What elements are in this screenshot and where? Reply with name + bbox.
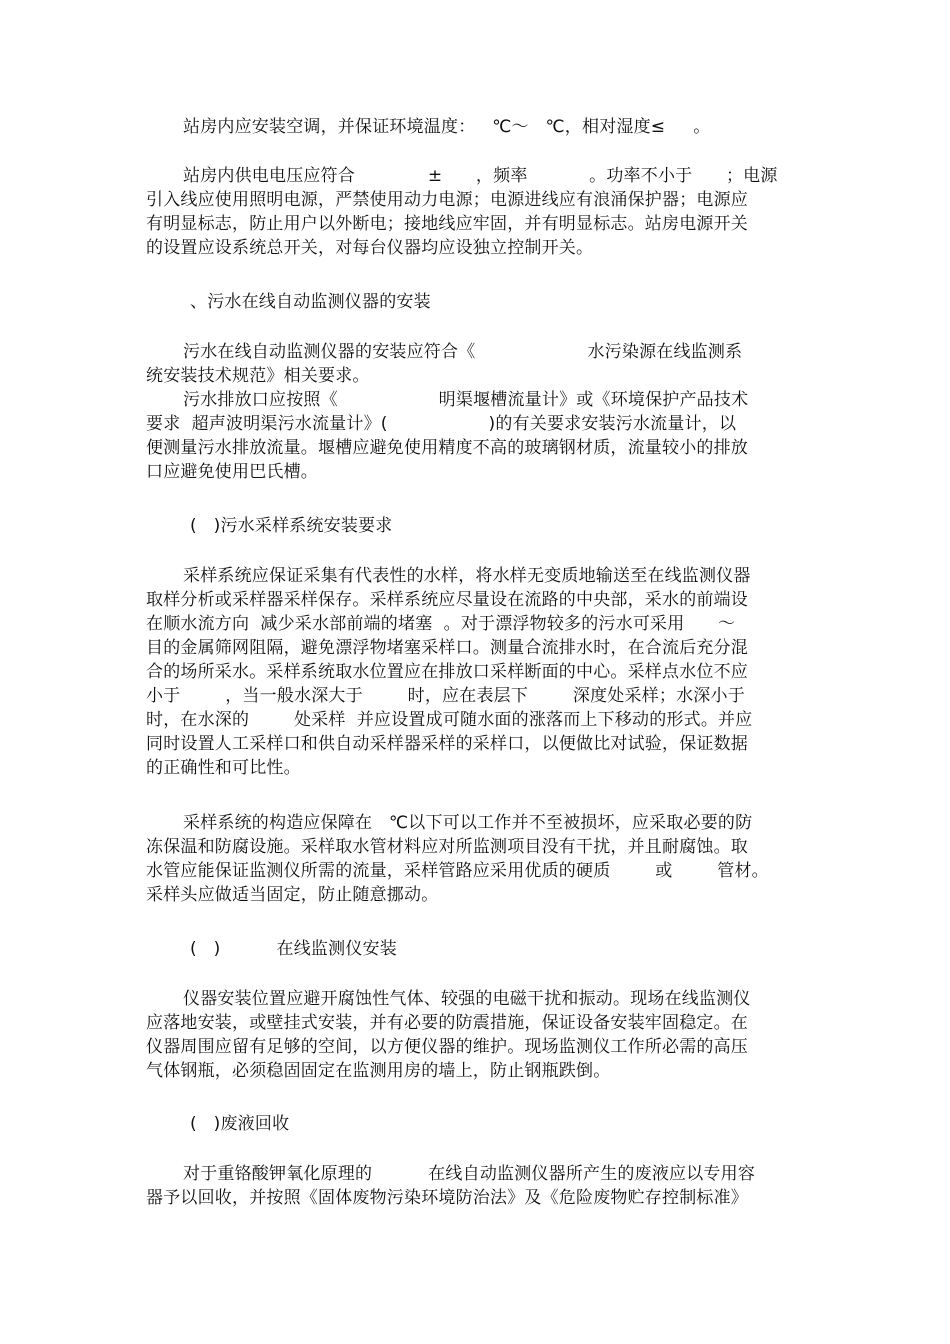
section-heading-installation: 、污水在线自动监测仪器的安装: [190, 292, 431, 312]
paragraph-structure-line-2: 冻保温和防腐设施。采样取水管材料应对所监测项目没有干扰，并且耐腐蚀。取: [146, 837, 748, 857]
paragraph-monitor-line-2: 应落地安装，或壁挂式安装，并有必要的防震措施，保证设备安装牢固稳定。在: [146, 1013, 748, 1033]
paragraph-sampling-line-8: 同时设置人工采样口和供自动采样器采样的采样口，以便做比对试验，保证数据: [146, 734, 748, 754]
paragraph-waste-line-2: 器予以回收，并按照《固体废物污染环境防治法》及《危险废物贮存控制标准》: [146, 1188, 748, 1208]
section-heading-monitor: ( ) 在线监测仪安装: [190, 939, 397, 959]
paragraph-sampling-line-6: 小于 ，当一般水深大于 时，应在表层下 深度处采样；水深小于: [146, 686, 745, 706]
paragraph-power-line-2: 引入线应使用照明电源，严禁使用动力电源；电源进线应有浪涌保护器；电源应: [146, 190, 748, 210]
paragraph-power-line-3: 有明显标志，防止用户以外断电；接地线应牢固，并有明显标志。站房电源开关: [146, 214, 748, 234]
section-heading-sampling: ( )污水采样系统安装要求: [190, 516, 393, 536]
paragraph-installation-line-1: 污水在线自动监测仪器的安装应符合《 水污染源在线监测系: [183, 342, 743, 362]
paragraph-flowmeter-line-3: 便测量污水排放流量。堰槽应避免使用精度不高的玻璃钢材质，流量较小的排放: [146, 438, 748, 458]
paragraph-monitor-line-1: 仪器安装位置应避开腐蚀性气体、较强的电磁干扰和振动。现场在线监测仪: [183, 989, 751, 1009]
paragraph-installation-line-2: 统安装技术规范》相关要求。: [146, 366, 370, 386]
paragraph-structure-line-4: 采样头应做适当固定，防止随意挪动。: [146, 885, 439, 905]
paragraph-sampling-line-3: 在顺水流方向 减少采水部前端的堵塞 。对于漂浮物较多的污水可采用 ～: [146, 614, 736, 634]
paragraph-air-conditioning: 站房内应安装空调，并保证环境温度： ℃～ ℃，相对湿度≤ 。: [183, 117, 711, 137]
paragraph-sampling-line-1: 采样系统应保证采集有代表性的水样，将水样无变质地输送至在线监测仪器: [183, 566, 751, 586]
paragraph-sampling-line-5: 合的场所采水。采样系统取水位置应在排放口采样断面的中心。采样点水位不应: [146, 662, 748, 682]
paragraph-flowmeter-line-4: 口应避免使用巴氏槽。: [146, 462, 318, 482]
paragraph-flowmeter-line-1: 污水排放口应按照《 明渠堰槽流量计》或《环境保护产品技术: [183, 390, 749, 410]
paragraph-sampling-line-9: 的正确性和可比性。: [146, 758, 301, 778]
paragraph-waste-line-1: 对于重铬酸钾氧化原理的 在线自动监测仪器所产生的废液应以专用容: [183, 1164, 756, 1184]
paragraph-sampling-line-2: 取样分析或采样器采样保存。采样系统应尽量设在流路的中央部，采水的前端设: [146, 590, 748, 610]
paragraph-monitor-line-4: 气体钢瓶，必须稳固固定在监测用房的墙上，防止钢瓶跌倒。: [146, 1061, 611, 1081]
section-heading-waste: ( )废液回收: [190, 1114, 290, 1134]
paragraph-sampling-line-7: 时，在水深的 处采样 并应设置成可随水面的涨落而上下移动的形式。并应: [146, 710, 753, 730]
paragraph-structure-line-3: 水管应能保证监测仪所需的流量，采样管路应采用优质的硬质 或 管材。: [146, 861, 769, 881]
paragraph-sampling-line-4: 目的金属筛网阻隔，避免漂浮物堵塞采样口。测量合流排水时，在合流后充分混: [146, 638, 748, 658]
paragraph-monitor-line-3: 仪器周围应留有足够的空间，以方便仪器的维护。现场监测仪工作所必需的高压: [146, 1037, 748, 1057]
paragraph-power-line-1: 站房内供电电压应符合 ± ，频率 。功率不小于 ；电源: [183, 166, 778, 186]
paragraph-flowmeter-line-2: 要求 超声波明渠污水流量计》( )的有关要求安装污水流量计，以: [146, 414, 737, 434]
paragraph-structure-line-1: 采样系统的构造应保障在 ℃以下可以工作并不至被损坏，应采取必要的防: [183, 813, 753, 833]
paragraph-power-line-4: 的设置应设系统总开关，对每台仪器均应设独立控制开关。: [146, 238, 594, 258]
